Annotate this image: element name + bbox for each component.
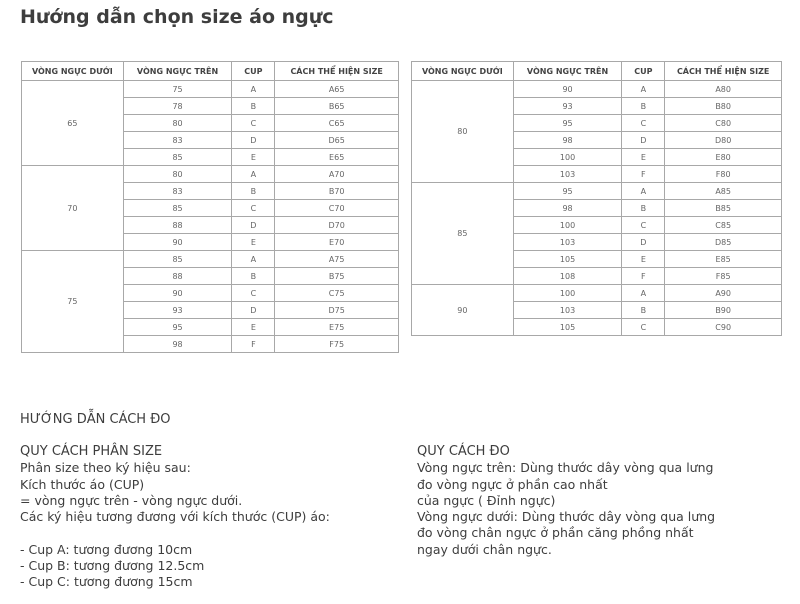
size-label-cell: C85 — [665, 217, 782, 234]
over-bust-cell: 95 — [513, 183, 622, 200]
over-bust-cell: 88 — [123, 217, 232, 234]
size-rules-line: - Cup A: tương đương 10cm — [20, 541, 193, 557]
over-bust-cell: 90 — [513, 81, 622, 98]
size-label-cell: C80 — [665, 115, 782, 132]
size-label-cell: D70 — [275, 217, 399, 234]
cup-cell: B — [232, 268, 275, 285]
cup-cell: B — [232, 183, 275, 200]
under-bust-cell: 70 — [22, 166, 124, 251]
cup-cell: A — [622, 81, 665, 98]
measure-rules-line: Vòng ngực dưới: Dùng thước dây vòng qua lưng — [417, 509, 716, 525]
cup-cell: E — [232, 319, 275, 336]
size-label-cell: A65 — [275, 81, 399, 98]
size-label-cell: D75 — [275, 302, 399, 319]
size-label-cell: B65 — [275, 98, 399, 115]
cup-cell: B — [232, 98, 275, 115]
size-label-cell: C75 — [275, 285, 399, 302]
under-bust-cell: 80 — [412, 81, 514, 183]
size-label-cell: C70 — [275, 200, 399, 217]
cup-cell: E — [622, 251, 665, 268]
under-bust-cell: 90 — [412, 285, 514, 336]
over-bust-cell: 100 — [513, 217, 622, 234]
header-over-bust: VÒNG NGỰC TRÊN — [513, 62, 622, 81]
over-bust-cell: 88 — [123, 268, 232, 285]
header-cup: CUP — [622, 62, 665, 81]
measure-rules-section — [417, 444, 715, 558]
under-bust-cell: 75 — [22, 251, 124, 353]
cup-cell: F — [232, 336, 275, 353]
table-row — [412, 81, 782, 98]
over-bust-cell: 108 — [513, 268, 622, 285]
over-bust-cell: 83 — [123, 132, 232, 149]
size-label-cell: B70 — [275, 183, 399, 200]
measuring-guide-title: HƯỚNG DẪN CÁCH ĐO — [20, 412, 171, 427]
size-label-cell: C65 — [275, 115, 399, 132]
size-rules-line: = vòng ngực trên - vòng ngực dưới. — [20, 492, 243, 508]
size-rules-line: - Cup B: tương đương 12.5cm — [20, 558, 205, 574]
cup-cell: C — [232, 200, 275, 217]
header-size-label: CÁCH THỂ HIỆN SIZE — [665, 62, 782, 81]
over-bust-cell: 103 — [513, 302, 622, 319]
cup-cell: E — [232, 149, 275, 166]
size-label-cell: E65 — [275, 149, 399, 166]
cup-cell: A — [232, 251, 275, 268]
size-label-cell: A70 — [275, 166, 399, 183]
cup-cell: D — [232, 132, 275, 149]
table-row — [22, 166, 399, 183]
size-label-cell: D85 — [665, 234, 782, 251]
cup-cell: A — [622, 285, 665, 302]
cup-cell: E — [622, 149, 665, 166]
cup-cell: F — [622, 268, 665, 285]
header-cup: CUP — [232, 62, 275, 81]
measure-rules-line: ngay dưới chân ngực. — [417, 541, 552, 557]
size-label-cell: E85 — [665, 251, 782, 268]
header-over-bust: VÒNG NGỰC TRÊN — [123, 62, 232, 81]
over-bust-cell: 95 — [513, 115, 622, 132]
size-label-cell: B75 — [275, 268, 399, 285]
measure-rules-line: của ngực ( Đỉnh ngực) — [417, 492, 556, 508]
over-bust-cell: 85 — [123, 149, 232, 166]
over-bust-cell: 103 — [513, 166, 622, 183]
over-bust-cell: 93 — [123, 302, 232, 319]
over-bust-cell: 85 — [123, 251, 232, 268]
size-label-cell: F85 — [665, 268, 782, 285]
cup-cell: D — [622, 234, 665, 251]
over-bust-cell: 93 — [513, 98, 622, 115]
size-table-left — [21, 61, 399, 353]
cup-cell: C — [622, 319, 665, 336]
header-under-bust: VÒNG NGỰC DƯỚI — [412, 62, 514, 81]
over-bust-cell: 98 — [123, 336, 232, 353]
table-row — [22, 251, 399, 268]
cup-cell: D — [232, 217, 275, 234]
measure-rules-line: đo vòng ngực ở phần cao nhất — [417, 476, 608, 492]
size-label-cell: A85 — [665, 183, 782, 200]
measure-rules-line: Vòng ngực trên: Dùng thước dây vòng qua lưng — [417, 460, 714, 476]
page-title: Hướng dẫn chọn size áo ngực — [20, 6, 334, 28]
size-rules-heading: QUY CÁCH PHÂN SIZE — [20, 444, 163, 459]
size-rules-line: Kích thước áo (CUP) — [20, 476, 145, 492]
over-bust-cell: 100 — [513, 149, 622, 166]
over-bust-cell: 75 — [123, 81, 232, 98]
cup-cell: C — [232, 285, 275, 302]
size-label-cell: D80 — [665, 132, 782, 149]
cup-cell: C — [622, 217, 665, 234]
over-bust-cell: 103 — [513, 234, 622, 251]
over-bust-cell: 90 — [123, 285, 232, 302]
cup-cell: D — [232, 302, 275, 319]
over-bust-cell: 90 — [123, 234, 232, 251]
table-header-row — [22, 62, 399, 81]
size-rules-line: Các ký hiệu tương đương với kích thước (CUP) áo: — [20, 509, 330, 525]
size-label-cell: F75 — [275, 336, 399, 353]
cup-cell: B — [622, 302, 665, 319]
over-bust-cell: 105 — [513, 319, 622, 336]
table-row — [22, 81, 399, 98]
size-label-cell: D65 — [275, 132, 399, 149]
cup-cell: E — [232, 234, 275, 251]
cup-cell: B — [622, 200, 665, 217]
size-label-cell: F80 — [665, 166, 782, 183]
header-size-label: CÁCH THỂ HIỆN SIZE — [275, 62, 399, 81]
table-row — [412, 183, 782, 200]
measure-rules-heading: QUY CÁCH ĐO — [417, 444, 510, 459]
cup-cell: B — [622, 98, 665, 115]
size-label-cell: B90 — [665, 302, 782, 319]
size-label-cell: E80 — [665, 149, 782, 166]
under-bust-cell: 85 — [412, 183, 514, 285]
table-row — [412, 285, 782, 302]
header-under-bust: VÒNG NGỰC DƯỚI — [22, 62, 124, 81]
size-label-cell: E75 — [275, 319, 399, 336]
over-bust-cell: 98 — [513, 200, 622, 217]
over-bust-cell: 98 — [513, 132, 622, 149]
over-bust-cell: 100 — [513, 285, 622, 302]
size-rules-line: Phân size theo ký hiệu sau: — [20, 460, 191, 476]
cup-cell: C — [232, 115, 275, 132]
size-label-cell: E70 — [275, 234, 399, 251]
size-rules-line — [20, 525, 330, 541]
cup-cell: C — [622, 115, 665, 132]
cup-cell: F — [622, 166, 665, 183]
size-label-cell: B85 — [665, 200, 782, 217]
size-table-right — [411, 61, 782, 336]
size-rules-line: - Cup C: tương đương 15cm — [20, 574, 193, 590]
size-label-cell: C90 — [665, 319, 782, 336]
over-bust-cell: 95 — [123, 319, 232, 336]
over-bust-cell: 78 — [123, 98, 232, 115]
cup-cell: A — [232, 81, 275, 98]
cup-cell: D — [622, 132, 665, 149]
cup-cell: A — [232, 166, 275, 183]
size-rules-section — [20, 444, 330, 591]
over-bust-cell: 85 — [123, 200, 232, 217]
measure-rules-line: đo vòng chân ngực ở phần căng phồng nhất — [417, 525, 694, 541]
size-label-cell: A90 — [665, 285, 782, 302]
cup-cell: A — [622, 183, 665, 200]
size-label-cell: A80 — [665, 81, 782, 98]
over-bust-cell: 80 — [123, 166, 232, 183]
over-bust-cell: 80 — [123, 115, 232, 132]
over-bust-cell: 83 — [123, 183, 232, 200]
size-label-cell: A75 — [275, 251, 399, 268]
over-bust-cell: 105 — [513, 251, 622, 268]
under-bust-cell: 65 — [22, 81, 124, 166]
size-label-cell: B80 — [665, 98, 782, 115]
table-header-row — [412, 62, 782, 81]
